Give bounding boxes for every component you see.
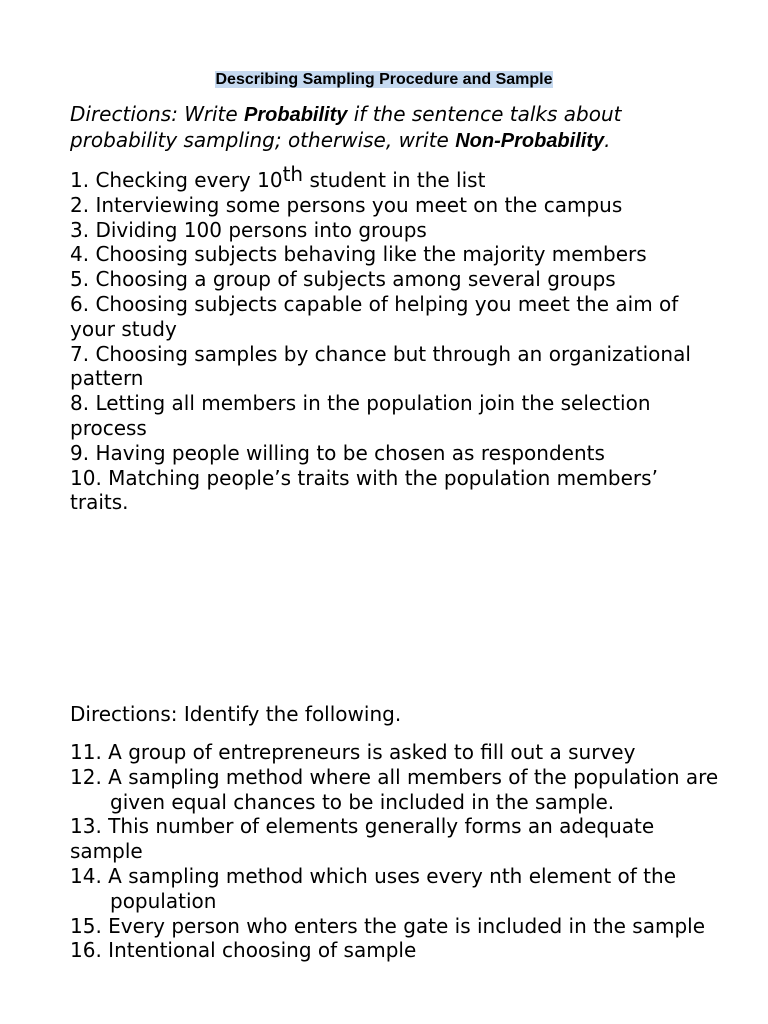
list-item: 3. Dividing 100 persons into groups <box>70 217 427 242</box>
list-item: 1. Checking every 10th student in the list <box>70 162 486 192</box>
directions-probability <box>70 102 710 154</box>
list-item: 10. Matching people’s traits with the population members’ traits. <box>70 465 658 515</box>
list-item: 9. Having people willing to be chosen as respondents <box>70 440 605 465</box>
item-list-1 <box>70 162 720 515</box>
list-item: 8. Letting all members in the population join the selection process <box>70 391 651 440</box>
directions-text-3: . <box>604 128 611 152</box>
list-item: 11. A group of entrepreneurs is asked to fill out a survey <box>70 740 636 764</box>
list-item: 4. Choosing subjects behaving like the majority members <box>70 242 647 267</box>
list-item: 16. Intentional choosing of sample <box>70 938 417 963</box>
directions-bold-probability: Probability <box>244 104 348 126</box>
list-item: 15. Every person who enters the gate is included in the sample <box>70 913 705 938</box>
directions-bold-non-probability: Non-Probability <box>455 130 605 152</box>
list-item: 14. A sampling method which uses every nth element of the population <box>70 864 720 914</box>
list-item-continuation: given equal chances to be included in the sample. <box>110 789 615 814</box>
list-item: 12. A sampling method where all members of the population are given equal chances to be included in the sample. <box>70 764 719 814</box>
item-list-2 <box>70 740 720 963</box>
list-item: 6. Choosing subjects capable of helping you meet the aim of your study <box>70 291 679 341</box>
title-container <box>0 69 768 90</box>
list-item-continuation: population <box>110 888 217 913</box>
directions-text-1: Directions: Write <box>70 102 245 126</box>
list-item: 13. This number of elements generally forms an adequate sample <box>70 814 655 864</box>
superscript-th: th <box>282 162 304 186</box>
document-title: Describing Sampling Procedure and Sample <box>215 71 553 88</box>
list-item: 5. Choosing a group of subjects among several groups <box>70 267 616 292</box>
list-item: 2. Interviewing some persons you meet on the campus <box>70 192 623 217</box>
list-item: 7. Choosing samples by chance but through an organizational pattern <box>70 341 691 391</box>
directions-identify: Directions: Identify the following. <box>70 702 402 726</box>
directions-text-2: if the sentence talks about probability sampling; otherwise, write <box>70 102 628 152</box>
